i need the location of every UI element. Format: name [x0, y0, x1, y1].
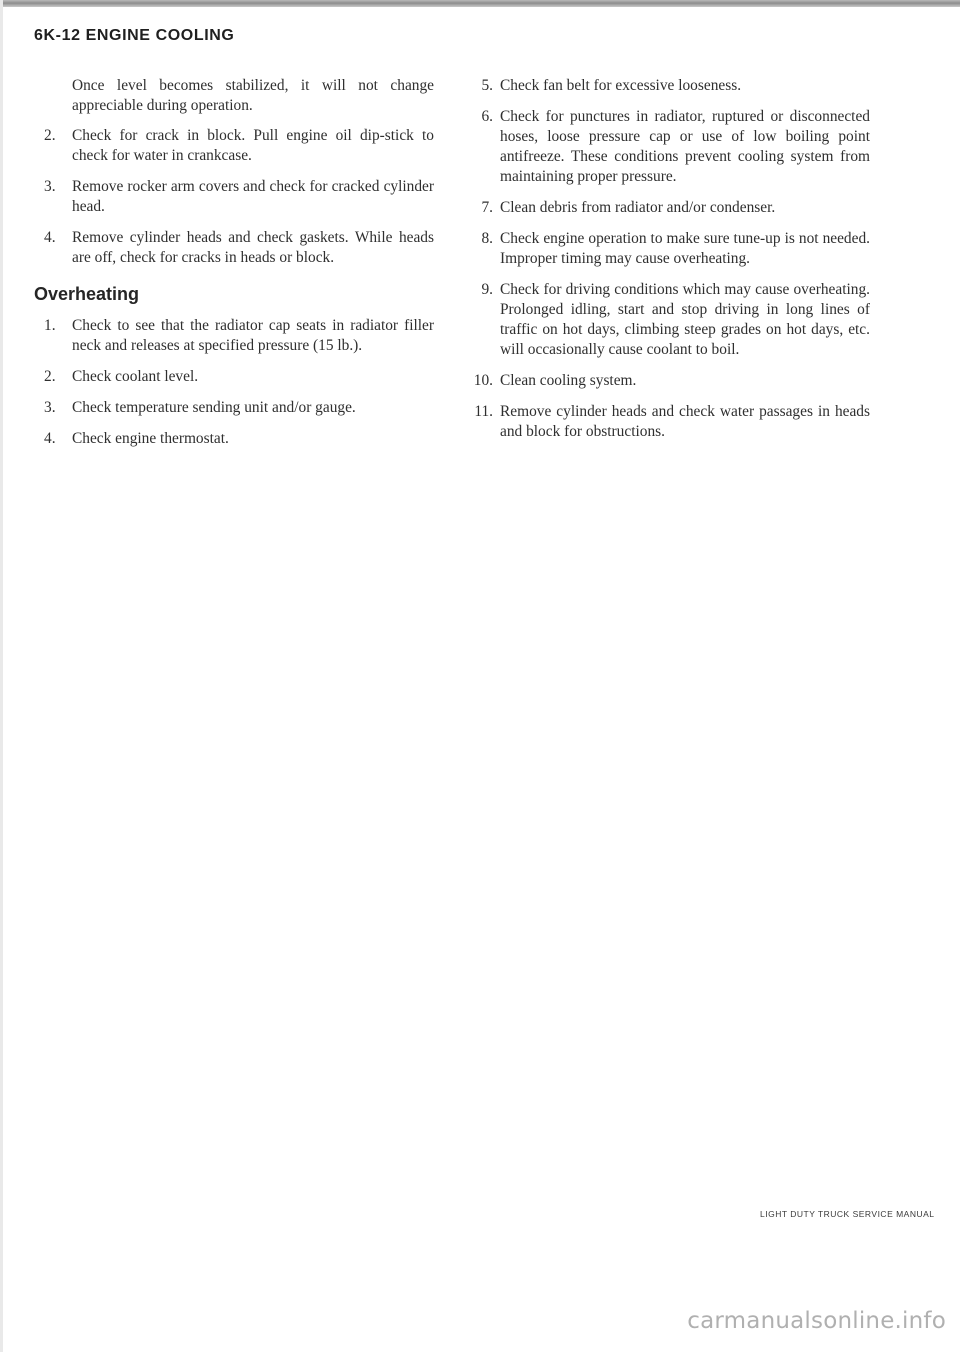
list-item: [472, 280, 870, 360]
item-text: Remove cylinder heads and check water passages in heads and block for obstructions.: [500, 403, 870, 440]
item-number: 2.: [44, 368, 56, 385]
item-text: Check engine thermostat.: [72, 430, 229, 447]
top-rule: [0, 0, 960, 7]
list-item: [472, 76, 870, 96]
item-number: 1.: [44, 317, 56, 334]
item-number: 3.: [44, 178, 56, 195]
intro-paragraph: Once level becomes stabilized, it will not change appreciable during operation.: [72, 77, 434, 114]
item-text: Check engine operation to make sure tune-up is not needed. Improper timing may cause overheating.: [500, 230, 870, 267]
item-text: Check coolant level.: [72, 368, 199, 385]
item-text: Check fan belt for excessive looseness.: [500, 77, 742, 94]
item-number: 5.: [481, 77, 493, 94]
list-item: [472, 371, 870, 391]
list-item: [44, 316, 434, 356]
item-text: Remove rocker arm covers and check for cracked cylinder head.: [72, 178, 434, 215]
item-number: 8.: [481, 230, 493, 247]
page-footer: LIGHT DUTY TRUCK SERVICE MANUAL: [760, 1209, 935, 1219]
item-number: 11.: [474, 403, 493, 420]
item-number: 7.: [481, 199, 493, 216]
item-text: Check for driving conditions which may cause overheating. Prolonged idling, start and stop driving in long lines of traffic on hot days, climbing steep grades on hot days, etc. will occasionally cause coolant to boil.: [500, 281, 870, 358]
left-column: [34, 76, 434, 460]
list-item: [472, 229, 870, 269]
list-item: [472, 402, 870, 442]
item-text: Check for crack in block. Pull engine oil dip-stick to check for water in crankcase.: [72, 127, 434, 164]
list-item: [44, 126, 434, 166]
watermark: carmanualsonline.info: [687, 1308, 946, 1334]
list-item: [44, 177, 434, 217]
page-header: 6K-12 ENGINE COOLING: [34, 27, 235, 44]
item-text: Remove cylinder heads and check gaskets. While heads are off, check for cracks in heads or block.: [72, 229, 434, 266]
list-item: [44, 429, 434, 449]
item-text: Clean cooling system.: [500, 372, 637, 389]
item-number: 3.: [44, 399, 56, 416]
list-item: [44, 398, 434, 418]
item-number: 6.: [481, 108, 493, 125]
item-number: 4.: [44, 430, 56, 447]
item-text: Check to see that the radiator cap seats in radiator filler neck and releases at specified pressure (15 lb.).: [72, 317, 434, 354]
list-item: [472, 107, 870, 187]
list-item: [44, 367, 434, 387]
item-text: Check temperature sending unit and/or gauge.: [72, 399, 356, 416]
item-text: Check for punctures in radiator, ruptured or disconnected hoses, loose pressure cap or use of low boiling point antifreeze. These conditions prevent cooling system from maintaining proper pressure.: [500, 108, 870, 185]
item-number: 9.: [481, 281, 493, 298]
list-item: [472, 198, 870, 218]
item-text: Clean debris from radiator and/or condenser.: [500, 199, 776, 216]
item-number: 4.: [44, 229, 56, 246]
item-number: 2.: [44, 127, 56, 144]
right-column: [472, 76, 870, 453]
page-edge: [0, 0, 3, 1352]
list-item: [44, 228, 434, 268]
section-heading: Overheating: [34, 284, 140, 304]
item-number: 10.: [473, 372, 493, 389]
